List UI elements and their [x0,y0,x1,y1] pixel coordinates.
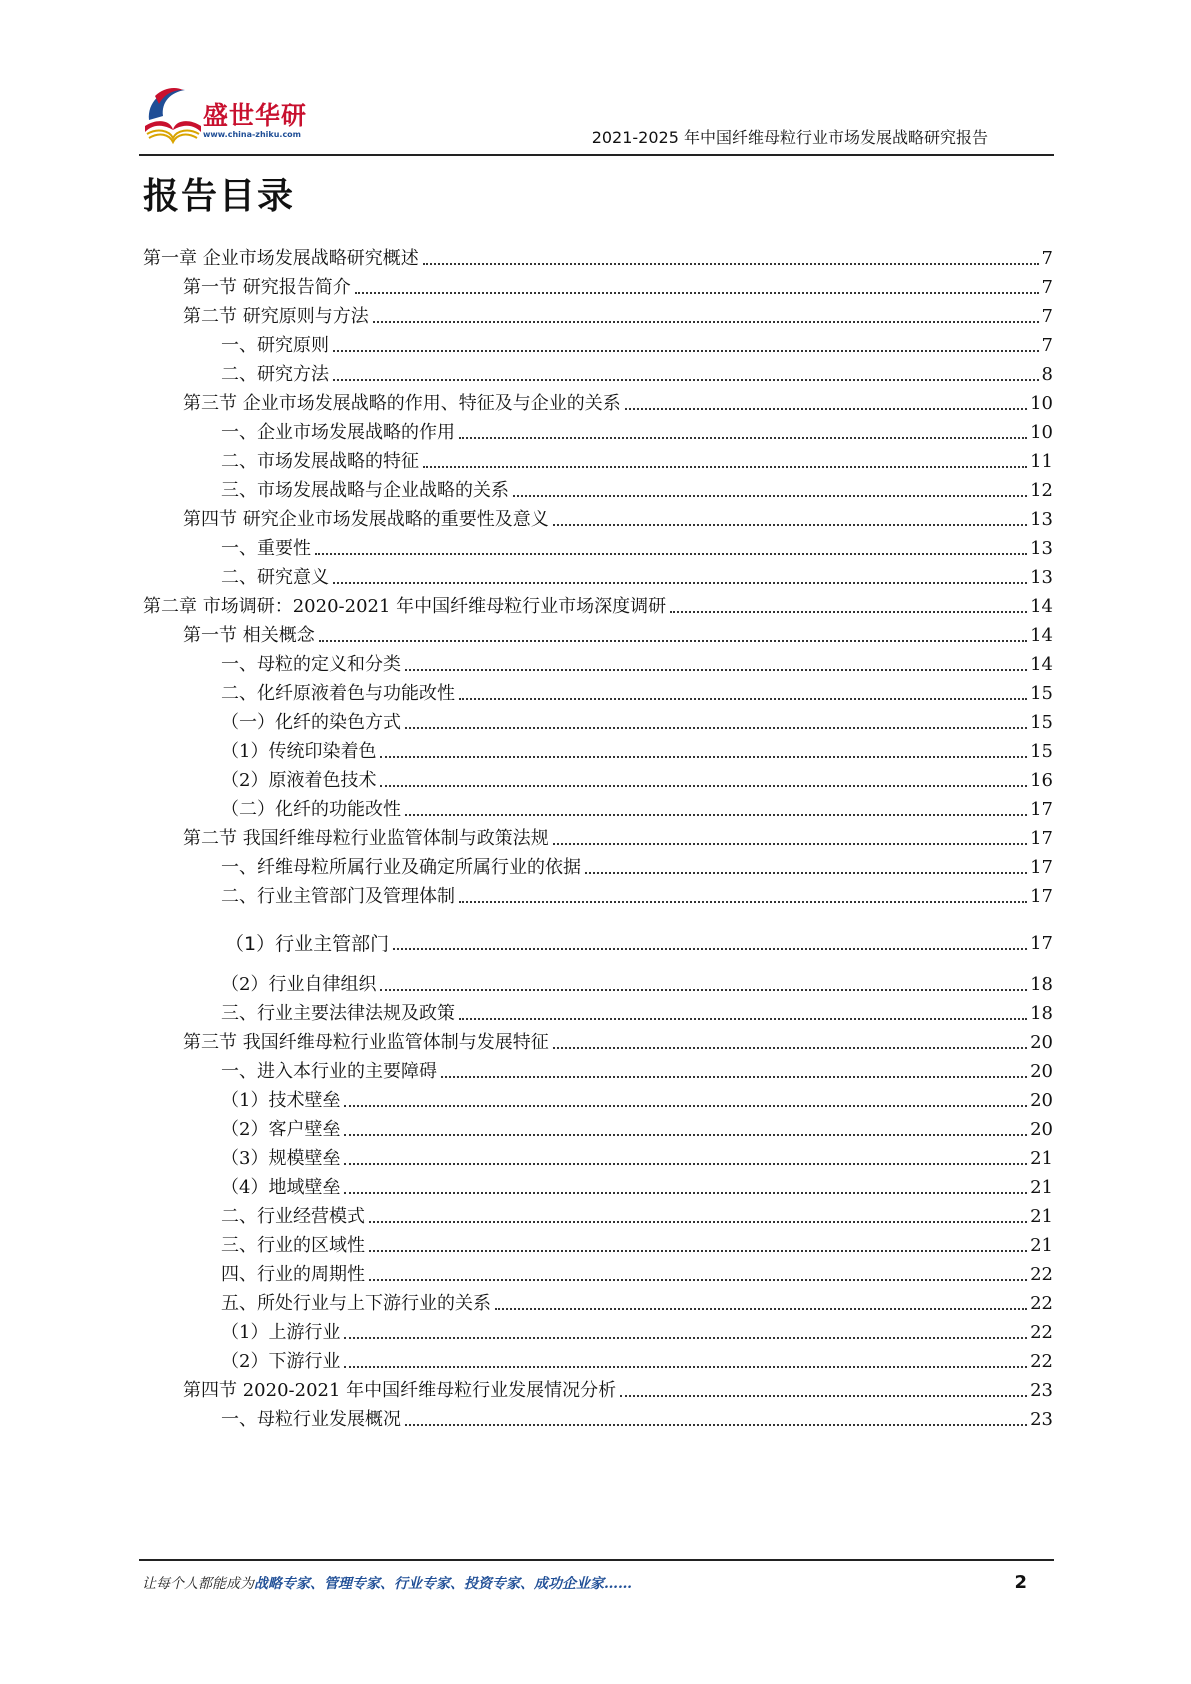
toc-entry-page: 10 [1030,393,1053,414]
report-title: 2021-2025 年中国纤维母粒行业市场发展战略研究报告 [591,128,988,147]
toc-entry-title: 二、行业主管部门及管理体制 [221,886,455,907]
toc-entry-page: 20 [1030,1090,1053,1111]
toc-entry-title: 二、市场发展战略的特征 [221,451,419,472]
toc-entry-title: 一、母粒行业发展概况 [221,1409,401,1430]
toc-entry-title: 一、研究原则 [221,335,329,356]
footer-slogan-prefix: 让每个人都能成为 [142,1576,254,1592]
toc-entry-page: 18 [1030,1003,1053,1024]
toc-entry[interactable] [143,359,1053,391]
toc-entry-page: 21 [1030,1177,1053,1198]
toc-entry-title: （1）行业主管部门 [225,932,390,955]
toc-dot-leader [459,698,1027,700]
toc-entry-title: 二、研究意义 [221,567,329,588]
toc-dot-leader [319,640,1027,642]
toc-dot-leader [369,1279,1027,1281]
toc-entry[interactable] [143,591,1053,623]
toc-entry-title: 第四节 研究企业市场发展战略的重要性及意义 [183,509,549,530]
toc-entry-page: 17 [1030,933,1053,954]
toc-entry-title: （3）规模壁垒 [221,1148,341,1169]
toc-entry[interactable] [143,765,1053,797]
toc-dot-leader [344,1163,1027,1165]
toc-entry-title: （2）客户壁垒 [221,1119,341,1140]
toc-entry-page: 22 [1030,1293,1053,1314]
toc-entry[interactable] [143,1143,1053,1175]
toc-entry-page: 10 [1030,422,1053,443]
toc-entry-page: 15 [1030,741,1053,762]
toc-dot-leader [344,1134,1027,1136]
toc-entry-title: （2）行业自律组织 [221,974,377,995]
toc-entry-page: 13 [1030,567,1053,588]
toc-dot-leader [405,1424,1027,1426]
toc-entry[interactable] [143,881,1053,913]
toc-entry[interactable] [143,1404,1053,1436]
toc-entry[interactable] [143,649,1053,681]
toc-entry[interactable] [143,736,1053,768]
toc-entry-title: （二）化纤的功能改性 [221,799,401,820]
toc-entry[interactable] [143,1346,1053,1378]
toc-dot-leader [459,437,1027,439]
toc-entry-title: 第一章 企业市场发展战略研究概述 [143,248,419,269]
toc-entry[interactable] [143,1230,1053,1262]
toc-entry-page: 17 [1030,799,1053,820]
toc-entry-title: 二、研究方法 [221,364,329,385]
logo-url: www.china-zhiku.com [203,130,302,139]
toc-dot-leader [333,582,1027,584]
toc-entry-title: 二、化纤原液着色与功能改性 [221,683,455,704]
toc-entry-title: 第二节 我国纤维母粒行业监管体制与政策法规 [183,828,549,849]
toc-entry-page: 15 [1030,683,1053,704]
toc-entry-page: 7 [1041,248,1053,269]
toc-entry-page: 20 [1030,1061,1053,1082]
toc-dot-leader [369,1250,1027,1252]
toc-dot-leader [355,292,1039,294]
toc-entry-title: 第二章 市场调研：2020-2021 年中国纤维母粒行业市场深度调研 [143,596,667,617]
toc-entry[interactable] [143,1259,1053,1291]
toc-entry-page: 21 [1030,1206,1053,1227]
toc-entry[interactable] [143,1288,1053,1320]
header-divider [139,154,1054,156]
toc-entry-title: 第一节 研究报告简介 [183,277,351,298]
company-logo [141,82,331,146]
logo-name: 盛世华研 [203,101,308,130]
toc-dot-leader [670,611,1027,613]
toc-dot-leader [405,814,1027,816]
toc-entry[interactable] [143,678,1053,710]
toc-entry[interactable] [143,533,1053,565]
toc-entry-page: 11 [1030,451,1053,472]
toc-entry-title: 一、重要性 [221,538,311,559]
toc-entry[interactable] [143,707,1053,739]
toc-entry-page: 21 [1030,1148,1053,1169]
toc-entry[interactable] [143,794,1053,826]
toc-entry-page: 17 [1030,857,1053,878]
toc-entry-title: （2）下游行业 [221,1351,341,1372]
toc-entry[interactable] [143,1172,1053,1204]
toc-entry[interactable] [143,1201,1053,1233]
toc-dot-leader [344,1366,1027,1368]
page-number: 2 [1014,1572,1027,1593]
toc-entry-title: 五、所处行业与上下游行业的关系 [221,1293,491,1314]
toc-entry-title: （2）原液着色技术 [221,770,377,791]
toc-entry-title: （1）上游行业 [221,1322,341,1343]
footer-slogan [142,1573,632,1593]
toc-entry[interactable] [143,969,1053,1001]
toc-entry[interactable] [143,620,1053,652]
toc-entry-page: 17 [1030,886,1053,907]
toc-dot-leader [315,553,1027,555]
toc-dot-leader [553,843,1027,845]
toc-entry-title: （1）传统印染着色 [221,741,377,762]
toc-entry-page: 23 [1030,1380,1053,1401]
toc-entry-page: 14 [1030,654,1053,675]
toc-dot-leader [441,1076,1027,1078]
toc-dot-leader [513,495,1027,497]
toc-dot-leader [585,872,1027,874]
toc-entry-page: 20 [1030,1032,1053,1053]
toc-entry-page: 13 [1030,509,1053,530]
toc-entry-page: 22 [1030,1264,1053,1285]
toc-entry[interactable] [143,852,1053,884]
toc-entry[interactable] [143,330,1053,362]
toc-entry[interactable] [143,388,1053,420]
toc-entry-page: 22 [1030,1322,1053,1343]
toc-dot-leader [459,901,1027,903]
toc-dot-leader [393,948,1027,950]
toc-entry-title: 四、行业的周期性 [221,1264,365,1285]
toc-entry-title: 第三节 我国纤维母粒行业监管体制与发展特征 [183,1032,549,1053]
toc-dot-leader [373,321,1039,323]
toc-entry-page: 20 [1030,1119,1053,1140]
toc-entry-page: 15 [1030,712,1053,733]
toc-entry-page: 18 [1030,974,1053,995]
toc-dot-leader [344,1337,1027,1339]
footer-divider [139,1559,1054,1561]
toc-entry[interactable] [143,475,1053,507]
toc-entry-page: 14 [1030,596,1053,617]
toc-entry-page: 21 [1030,1235,1053,1256]
toc-entry-title: 第二节 研究原则与方法 [183,306,369,327]
toc-dot-leader [625,408,1027,410]
toc-dot-leader [553,524,1027,526]
toc-dot-leader [620,1395,1027,1397]
toc-entry[interactable] [143,301,1053,333]
toc-dot-leader [344,1192,1027,1194]
toc-dot-leader [380,756,1027,758]
toc-entry-page: 7 [1041,306,1053,327]
toc-dot-leader [423,263,1039,265]
toc-entry-page: 8 [1041,364,1053,385]
toc-entry-title: 第一节 相关概念 [183,625,315,646]
toc-entry-title: （一）化纤的染色方式 [221,712,401,733]
toc-entry[interactable] [143,272,1053,304]
toc-entry-title: 一、纤维母粒所属行业及确定所属行业的依据 [221,857,581,878]
toc-dot-leader [333,350,1039,352]
toc-entry-title: （1）技术壁垒 [221,1090,341,1111]
toc-entry-page: 7 [1041,277,1053,298]
toc-entry[interactable] [143,562,1053,594]
toc-dot-leader [380,785,1027,787]
toc-entry[interactable] [143,1114,1053,1146]
toc-entry-title: 三、行业主要法律法规及政策 [221,1003,455,1024]
logo-emblem-icon [141,82,203,146]
toc-entry[interactable] [143,417,1053,449]
toc-entry-page: 17 [1030,828,1053,849]
toc-entry[interactable] [143,1085,1053,1117]
toc-entry-title: 三、行业的区域性 [221,1235,365,1256]
toc-entry-title: 一、母粒的定义和分类 [221,654,401,675]
toc-dot-leader [405,669,1027,671]
toc-entry-page: 22 [1030,1351,1053,1372]
toc-entry-title: 第四节 2020-2021 年中国纤维母粒行业发展情况分析 [183,1380,617,1401]
toc-dot-leader [333,379,1039,381]
toc-dot-leader [459,1018,1027,1020]
toc-entry[interactable] [143,1375,1053,1407]
toc-entry[interactable] [143,1027,1053,1059]
toc-entry[interactable] [143,1056,1053,1088]
page-title: 报告目录 [143,176,296,217]
toc-entry[interactable] [143,823,1053,855]
toc-entry[interactable] [143,1317,1053,1349]
toc-entry[interactable] [143,243,1053,275]
toc-entry-title: 第三节 企业市场发展战略的作用、特征及与企业的关系 [183,393,621,414]
toc-entry-page: 14 [1030,625,1053,646]
toc-entry-page: 13 [1030,538,1053,559]
toc-entry[interactable] [143,504,1053,536]
toc-dot-leader [495,1308,1027,1310]
toc-entry-title: 一、进入本行业的主要障碍 [221,1061,437,1082]
toc-dot-leader [553,1047,1027,1049]
toc-entry[interactable] [143,928,1053,960]
toc-entry[interactable] [143,446,1053,478]
toc-dot-leader [369,1221,1027,1223]
toc-entry-title: 三、市场发展战略与企业战略的关系 [221,480,509,501]
toc-entry-title: （4）地域壁垒 [221,1177,341,1198]
toc-dot-leader [423,466,1027,468]
toc-entry-title: 二、行业经营模式 [221,1206,365,1227]
footer-slogan-highlight: 战略专家、管理专家、行业专家、投资专家、成功企业家…… [254,1576,632,1592]
toc-entry[interactable] [143,998,1053,1030]
toc-dot-leader [405,727,1027,729]
toc-dot-leader [344,1105,1027,1107]
toc-entry-page: 7 [1041,335,1053,356]
toc-entry-page: 12 [1030,480,1053,501]
toc-entry-title: 一、企业市场发展战略的作用 [221,422,455,443]
toc-dot-leader [380,989,1027,991]
toc-entry-page: 16 [1030,770,1053,791]
toc-entry-page: 23 [1030,1409,1053,1430]
